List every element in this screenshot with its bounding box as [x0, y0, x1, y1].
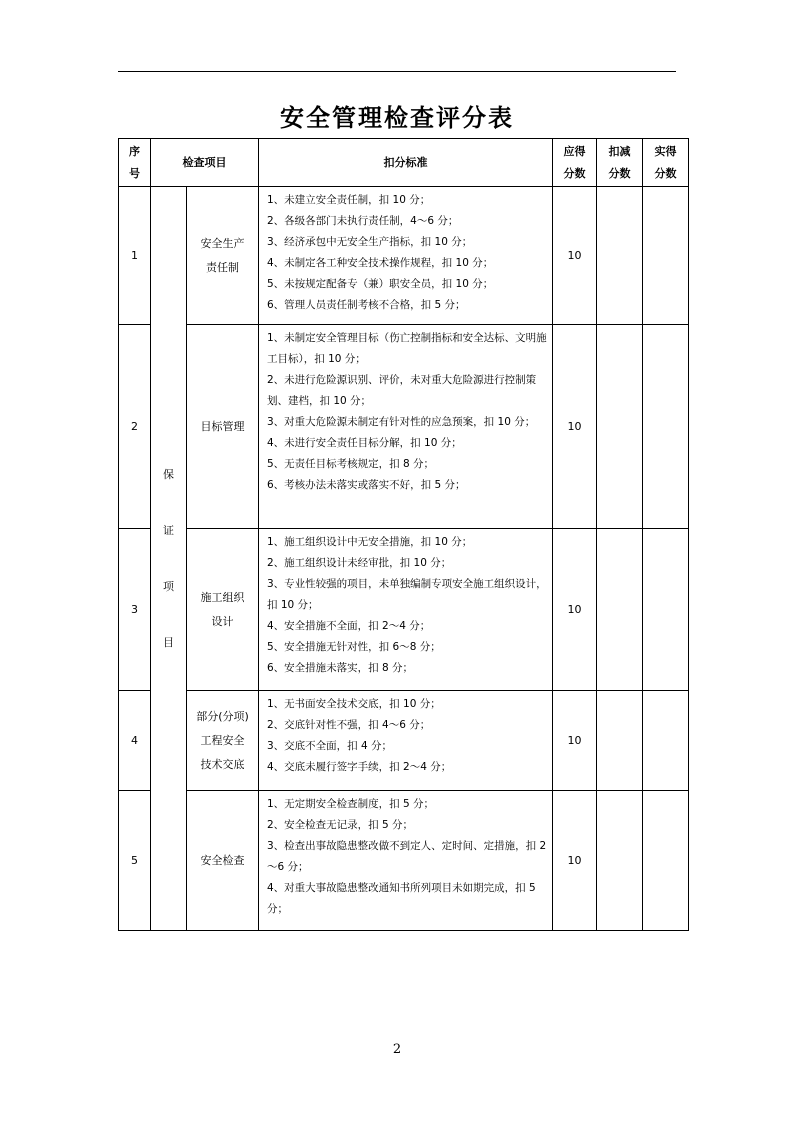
category-char: 目 — [163, 635, 174, 649]
criteria-line: 4、交底未履行签字手续，扣 2～4 分； — [267, 761, 452, 773]
row-item-line: 工程安全 — [200, 733, 245, 747]
row-item-line: 责任制 — [206, 260, 239, 274]
table-row — [119, 791, 689, 931]
row-actual-score[interactable] — [643, 187, 689, 325]
row-actual-score[interactable] — [643, 691, 689, 791]
row-item — [187, 791, 259, 931]
row-seq: 5 — [119, 791, 151, 931]
row-item — [187, 325, 259, 529]
criteria-line: 2、未进行危险源识别、评价，未对重大危险源进行控制策划、建档，扣 10 分； — [267, 374, 537, 407]
criteria-line: 6、管理人员责任制考核不合格，扣 5 分； — [267, 299, 466, 311]
criteria-line: 2、施工组织设计未经审批，扣 10 分； — [267, 557, 452, 569]
row-criteria — [259, 187, 553, 325]
document-title: 安全管理检查评分表 — [280, 104, 514, 132]
header-actual-line1: 实得 — [654, 144, 677, 158]
criteria-line: 4、未进行安全责任目标分解，扣 10 分； — [267, 437, 462, 449]
table-row — [119, 187, 689, 325]
criteria-line: 4、对重大事故隐患整改通知书所列项目未如期完成，扣 5 分； — [267, 882, 536, 915]
table-row — [119, 325, 689, 529]
header-seq — [119, 139, 151, 187]
criteria-line: 3、检查出事故隐患整改做不到定人、定时间、定措施，扣 2～6 分； — [267, 840, 547, 873]
row-criteria — [259, 691, 553, 791]
category-char: 保 — [163, 467, 174, 481]
row-actual-score[interactable] — [643, 791, 689, 931]
criteria-line: 1、施工组织设计中无安全措施，扣 10 分； — [267, 536, 473, 548]
criteria-line: 1、无书面安全技术交底，扣 10 分； — [267, 698, 441, 710]
category-char: 证 — [163, 523, 174, 537]
header-seq-line1: 序 — [129, 144, 140, 158]
row-deduct-score[interactable] — [597, 187, 643, 325]
page-number: 2 — [392, 1042, 402, 1057]
row-deduct-score[interactable] — [597, 791, 643, 931]
criteria-line: 3、对重大危险源未制定有针对性的应急预案，扣 10 分； — [267, 416, 536, 428]
row-item — [187, 691, 259, 791]
row-item-line: 安全检查 — [200, 853, 245, 867]
header-deduct — [597, 139, 643, 187]
criteria-line: 1、未制定安全管理目标（伤亡控制指标和安全达标、文明施工目标），扣 10 分； — [267, 332, 547, 365]
row-criteria — [259, 325, 553, 529]
row-item-line: 设计 — [211, 614, 234, 628]
header-actual — [643, 139, 689, 187]
criteria-line: 6、安全措施未落实，扣 8 分； — [267, 662, 414, 674]
row-seq: 2 — [119, 325, 151, 529]
row-criteria — [259, 791, 553, 931]
row-seq: 3 — [119, 529, 151, 691]
criteria-line: 5、无责任目标考核规定，扣 8 分； — [267, 458, 435, 470]
criteria-line: 6、考核办法未落实或落实不好，扣 5 分； — [267, 479, 466, 491]
header-item: 检查项目 — [151, 139, 259, 187]
header-actual-line2: 分数 — [654, 166, 677, 180]
header-seq-line2: 号 — [129, 166, 140, 180]
criteria-line: 3、经济承包中无安全生产指标，扣 10 分； — [267, 236, 473, 248]
row-deduct-score[interactable] — [597, 325, 643, 529]
row-should-score: 10 — [553, 529, 597, 691]
row-item — [187, 529, 259, 691]
criteria-line: 2、各级各部门未执行责任制，4～6 分； — [267, 215, 459, 227]
row-item-line: 安全生产 — [200, 236, 245, 250]
table-row — [119, 529, 689, 691]
row-should-score: 10 — [553, 791, 597, 931]
row-seq: 1 — [119, 187, 151, 325]
row-item-line: 施工组织 — [200, 590, 245, 604]
criteria-line: 3、交底不全面，扣 4 分； — [267, 740, 393, 752]
criteria-line: 2、交底针对性不强，扣 4～6 分； — [267, 719, 431, 731]
row-item-line: 目标管理 — [200, 419, 245, 433]
row-actual-score[interactable] — [643, 529, 689, 691]
row-actual-score[interactable] — [643, 325, 689, 529]
row-should-score: 10 — [553, 691, 597, 791]
header-rule — [118, 71, 676, 72]
criteria-line: 1、无定期安全检查制度，扣 5 分； — [267, 798, 435, 810]
category-char: 项 — [163, 579, 174, 593]
criteria-line: 5、安全措施无针对性，扣 6～8 分； — [267, 641, 441, 653]
criteria-line: 4、未制定各工种安全技术操作规程，扣 10 分； — [267, 257, 494, 269]
criteria-line: 1、未建立安全责任制，扣 10 分； — [267, 194, 431, 206]
category-cell — [151, 187, 187, 931]
criteria-line: 2、安全检查无记录，扣 5 分； — [267, 819, 414, 831]
criteria-line: 4、安全措施不全面，扣 2～4 分； — [267, 620, 431, 632]
score-table — [118, 138, 689, 931]
row-item-line: 部分(分项) — [196, 709, 249, 723]
criteria-line: 5、未按规定配备专（兼）职安全员，扣 10 分； — [267, 278, 494, 290]
header-should-line1: 应得 — [563, 144, 586, 158]
header-should-line2: 分数 — [563, 166, 586, 180]
row-criteria — [259, 529, 553, 691]
row-should-score: 10 — [553, 187, 597, 325]
header-criteria: 扣分标准 — [259, 139, 553, 187]
row-deduct-score[interactable] — [597, 691, 643, 791]
row-should-score: 10 — [553, 325, 597, 529]
table-row — [119, 691, 689, 791]
row-item-line: 技术交底 — [200, 757, 245, 771]
header-should — [553, 139, 597, 187]
row-seq: 4 — [119, 691, 151, 791]
header-row — [119, 139, 689, 187]
row-item — [187, 187, 259, 325]
row-deduct-score[interactable] — [597, 529, 643, 691]
criteria-line: 3、专业性较强的项目，未单独编制专项安全施工组织设计，扣 10 分； — [267, 578, 547, 611]
header-deduct-line2: 分数 — [608, 166, 631, 180]
header-deduct-line1: 扣减 — [608, 144, 631, 158]
